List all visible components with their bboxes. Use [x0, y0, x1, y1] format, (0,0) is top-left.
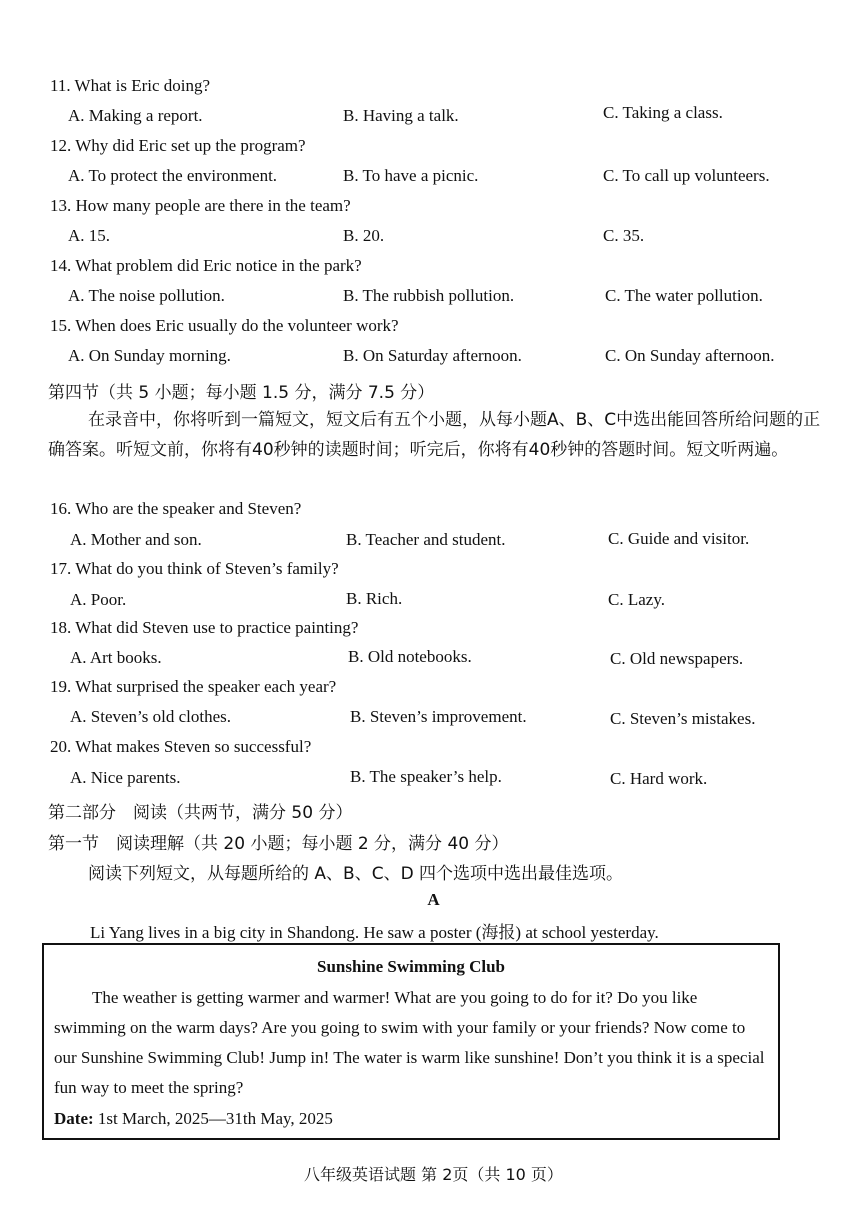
q19-option-b: B. Steven’s improvement.: [350, 707, 527, 726]
question-16: 16. Who are the speaker and Steven?: [50, 499, 302, 518]
q18-option-c: C. Old newspapers.: [610, 649, 744, 668]
q13-option-a: A. 15.: [68, 226, 111, 245]
q14-option-b: B. The rubbish pollution.: [343, 286, 515, 305]
question-18: 18. What did Steven use to practice painting?: [50, 618, 359, 637]
poster-body: The weather is getting warmer and warmer! What are you going to do for it? Do you like swimming on the warm days? Are you going to swim with your family or your friends? Now come to our Sunshine Swimming Club! Jump in! The water is warm like sunshine! Don’t you think it is a special fun way to meet the spring?: [54, 988, 765, 1097]
section-4-instructions: 在录音中，你将听到一篇短文，短文后有五个小题，从每小题A、B、C中选出能回答所给问题的正确答案。听短文前，你将有40秒钟的读题时间；听完后，你将有40秒钟的答题时间。短文听两遍。: [48, 410, 821, 460]
q18-option-a: A. Art books.: [70, 648, 162, 667]
part-2-heading: 第二部分 阅读（共两节，满分 50 分）: [48, 803, 353, 823]
q15-option-b: B. On Saturday afternoon.: [343, 346, 522, 365]
question-14: 14. What problem did Eric notice in the park?: [50, 256, 362, 275]
q15-option-a: A. On Sunday morning.: [68, 346, 231, 365]
question-12: 12. Why did Eric set up the program?: [50, 136, 306, 155]
q12-option-c: C. To call up volunteers.: [603, 166, 770, 185]
question-20: 20. What makes Steven so successful?: [50, 737, 312, 756]
page-footer: 八年级英语试题 第 2页（共 10 页）: [304, 1165, 563, 1184]
q12-option-a: A. To protect the environment.: [68, 166, 278, 185]
q20-option-b: B. The speaker’s help.: [350, 767, 502, 786]
q12-option-b: B. To have a picnic.: [343, 166, 479, 185]
q20-option-a: A. Nice parents.: [70, 768, 181, 787]
question-17: 17. What do you think of Steven’s family?: [50, 559, 339, 578]
q17-option-a: A. Poor.: [70, 590, 127, 609]
question-15: 15. When does Eric usually do the volunteer work?: [50, 316, 399, 335]
q16-option-c: C. Guide and visitor.: [608, 529, 750, 548]
q16-option-b: B. Teacher and student.: [346, 530, 506, 549]
q11-option-c: C. Taking a class.: [603, 103, 723, 122]
poster-box: [42, 943, 780, 1140]
q19-option-a: A. Steven’s old clothes.: [70, 707, 232, 726]
poster-date-label: Date:: [54, 1109, 94, 1128]
q20-option-c: C. Hard work.: [610, 769, 708, 788]
poster-date-value: 1st March, 2025—31th May, 2025: [93, 1109, 333, 1128]
q11-option-a: A. Making a report.: [68, 106, 203, 125]
poster-date: [54, 1109, 333, 1129]
q19-option-c: C. Steven’s mistakes.: [610, 709, 756, 728]
question-13: 13. How many people are there in the team?: [50, 196, 351, 215]
section-4-heading: 第四节（共 5 小题；每小题 1.5 分，满分 7.5 分）: [48, 383, 435, 403]
passage-label: A: [427, 890, 440, 909]
reading-instructions: 阅读下列短文，从每题所给的 A、B、C、D 四个选项中选出最佳选项。: [88, 864, 624, 884]
q14-option-a: A. The noise pollution.: [68, 286, 225, 305]
q13-option-b: B. 20.: [343, 226, 385, 245]
question-19: 19. What surprised the speaker each year?: [50, 677, 337, 696]
poster-title: Sunshine Swimming Club: [316, 957, 506, 976]
q11-option-b: B. Having a talk.: [343, 106, 459, 125]
part-2-section-1-heading: 第一节 阅读理解（共 20 小题；每小题 2 分，满分 40 分）: [48, 834, 509, 854]
passage-intro: Li Yang lives in a big city in Shandong. He saw a poster (海报) at school yesterday.: [90, 923, 659, 942]
q13-option-c: C. 35.: [603, 226, 645, 245]
q15-option-c: C. On Sunday afternoon.: [605, 346, 775, 365]
q17-option-c: C. Lazy.: [608, 590, 665, 609]
q17-option-b: B. Rich.: [346, 589, 403, 608]
q14-option-c: C. The water pollution.: [605, 286, 763, 305]
q16-option-a: A. Mother and son.: [70, 530, 202, 549]
q18-option-b: B. Old notebooks.: [348, 647, 472, 666]
question-11: 11. What is Eric doing?: [50, 76, 211, 95]
